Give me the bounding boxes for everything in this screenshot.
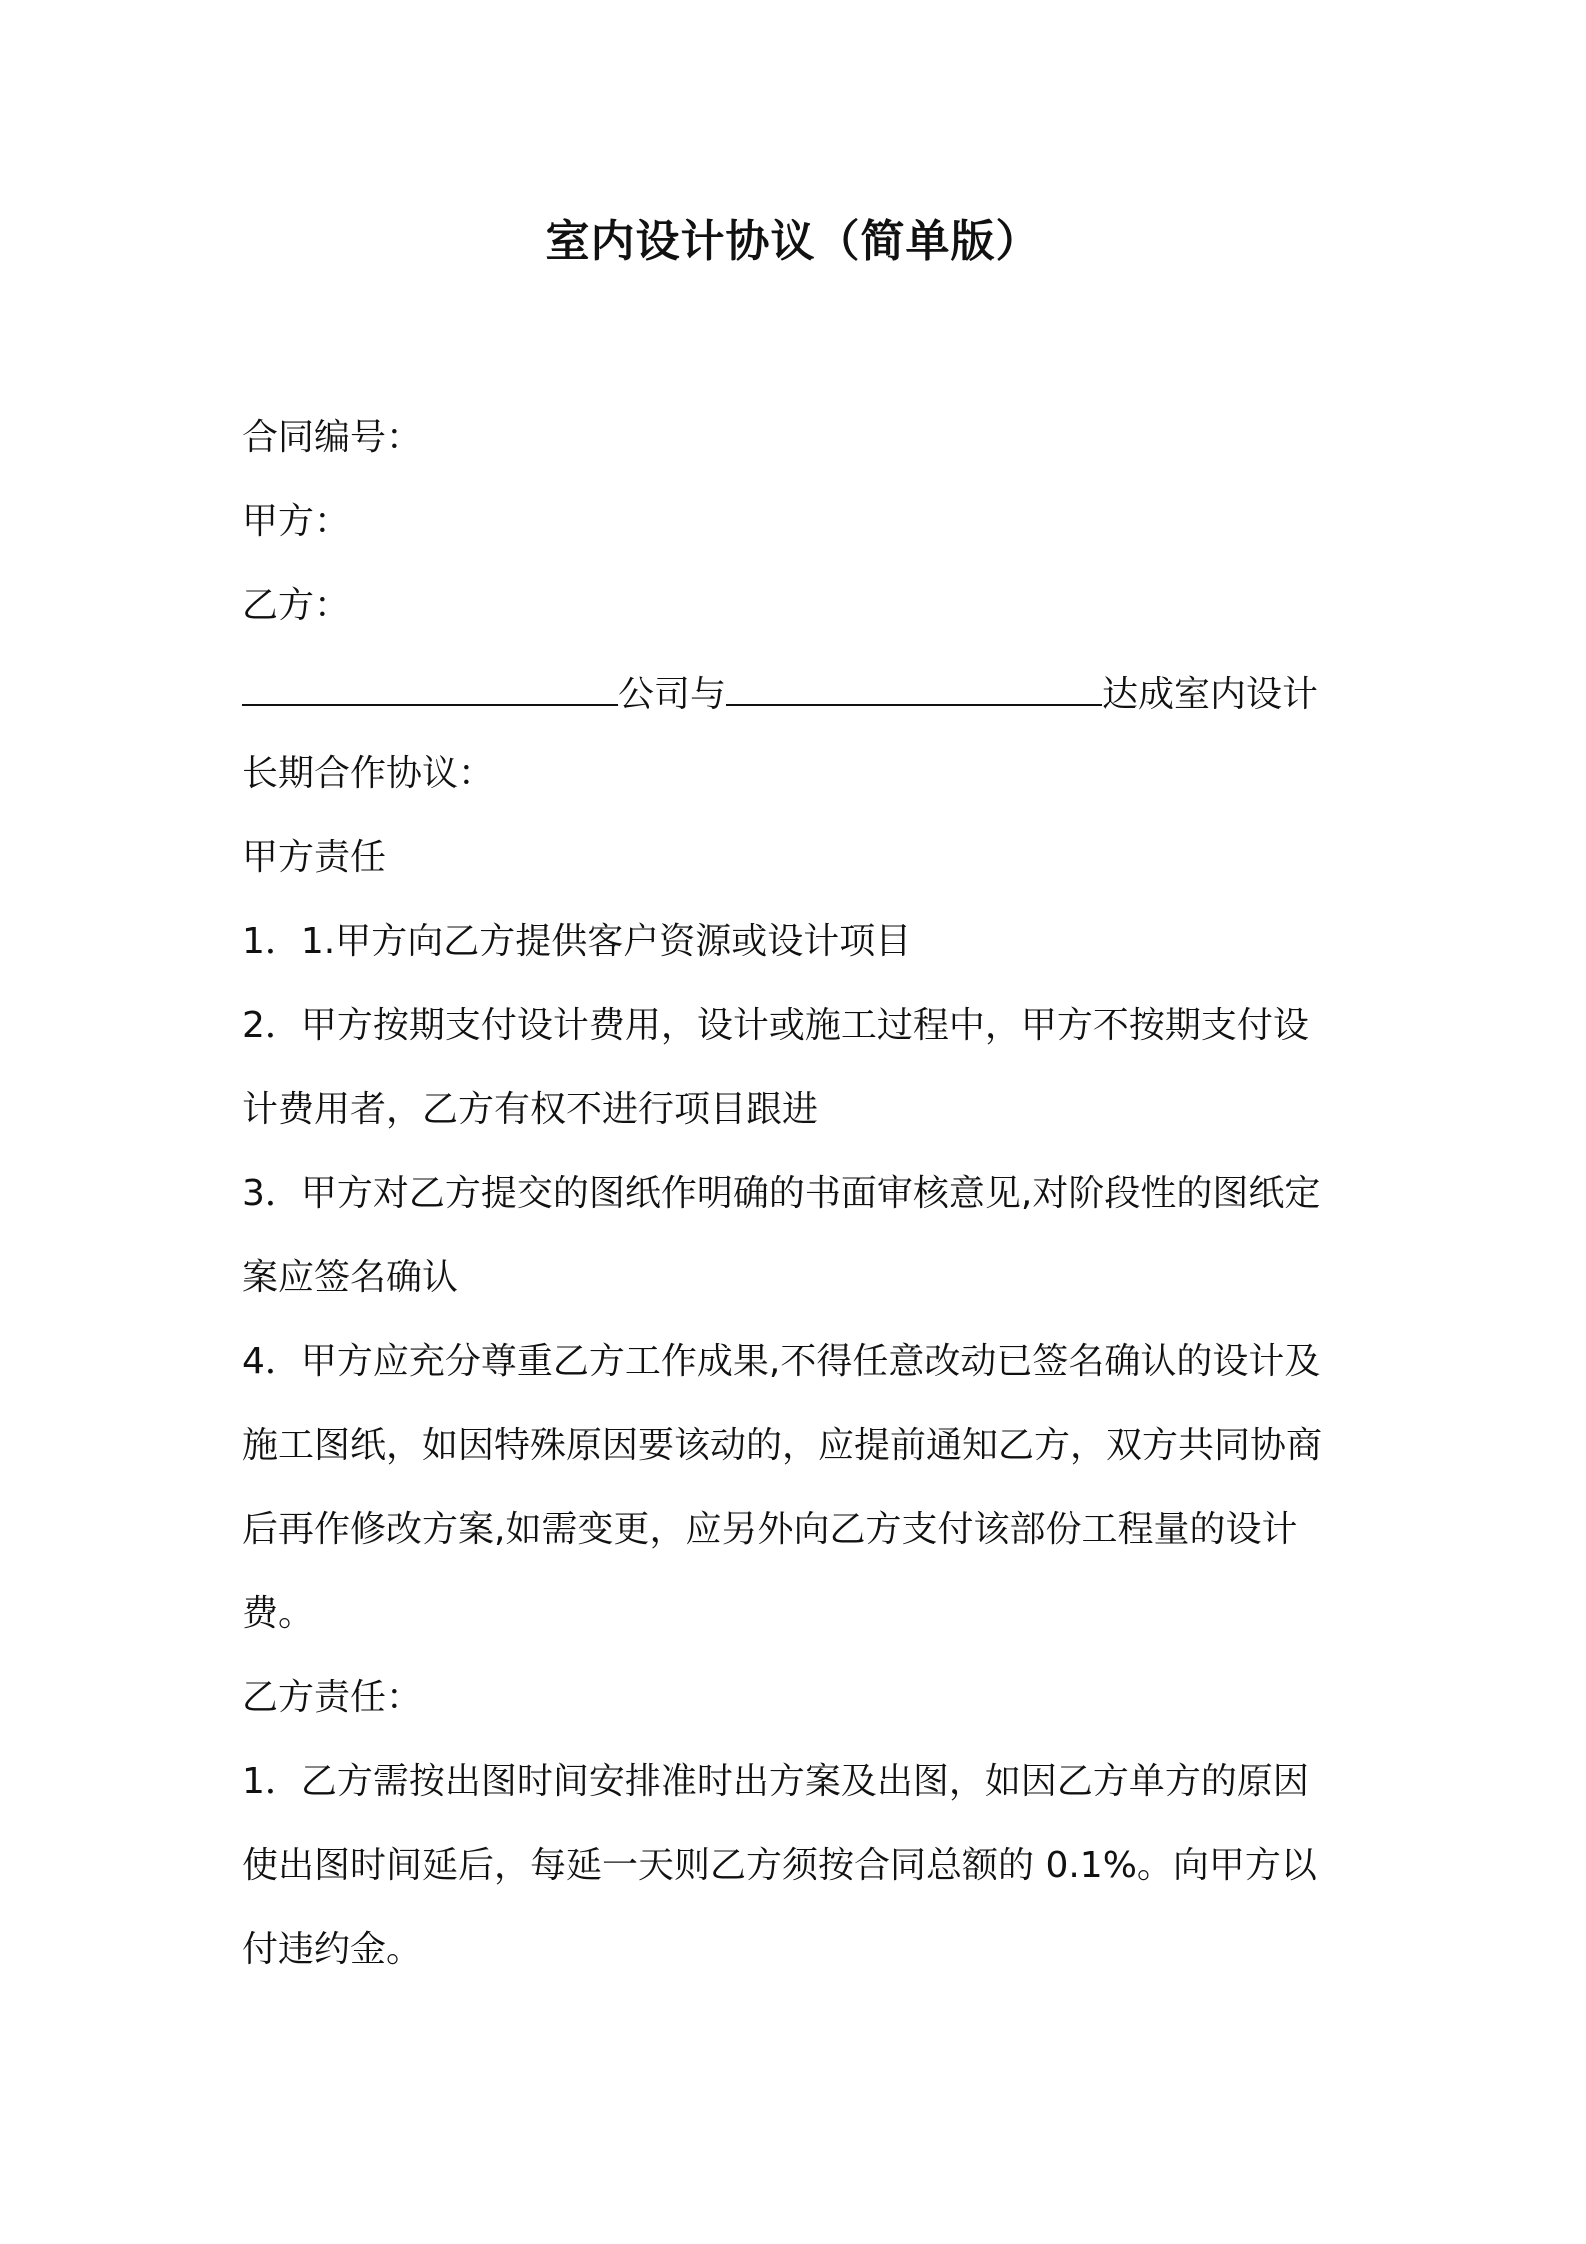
- intro-line: [242, 660, 1352, 744]
- party-b-heading: 乙方责任：: [242, 1677, 423, 1718]
- party-b-line: 1．乙方需按出图时间安排准时出方案及出图，如因乙方单方的原因: [242, 1761, 1309, 1802]
- party-a-line: 费。: [242, 1593, 315, 1634]
- intro-reach: 达成室内设计: [1102, 674, 1319, 715]
- blank-party-a-company: [242, 660, 618, 706]
- party-a-line: 3．甲方对乙方提交的图纸作明确的书面审核意见,对阶段性的图纸定: [242, 1173, 1321, 1214]
- party-b-line: 使出图时间延后，每延一天则乙方须按合同总额的 0.1%。向甲方以: [242, 1845, 1317, 1886]
- party-a-line: 计费用者，乙方有权不进行项目跟进: [242, 1089, 819, 1130]
- party-a-line: 4．甲方应充分尊重乙方工作成果,不得任意改动已签名确认的设计及: [242, 1341, 1321, 1382]
- blank-party-b-name: [726, 660, 1102, 706]
- party-a-line: 案应签名确认: [242, 1257, 459, 1298]
- party-a-line: 施工图纸，如因特殊原因要该动的，应提前通知乙方，双方共同协商: [242, 1425, 1323, 1466]
- intro-continuation: 长期合作协议：: [242, 753, 495, 794]
- intro-company-with: 公司与: [618, 674, 727, 715]
- document-body: [242, 408, 1352, 2004]
- party-a-field: 甲方：: [242, 501, 351, 542]
- party-a-line: 1．1.甲方向乙方提供客户资源或设计项目: [242, 921, 912, 962]
- contract-number-field: 合同编号：: [242, 417, 423, 458]
- document-title: 室内设计协议（简单版）: [545, 216, 1041, 267]
- party-a-line: 后再作修改方案,如需变更，应另外向乙方支付该部份工程量的设计: [242, 1509, 1298, 1550]
- party-b-field: 乙方：: [242, 585, 351, 626]
- party-a-heading: 甲方责任: [242, 837, 387, 878]
- party-b-line: 付违约金。: [242, 1929, 423, 1970]
- party-a-line: 2．甲方按期支付设计费用，设计或施工过程中，甲方不按期支付设: [242, 1005, 1309, 1046]
